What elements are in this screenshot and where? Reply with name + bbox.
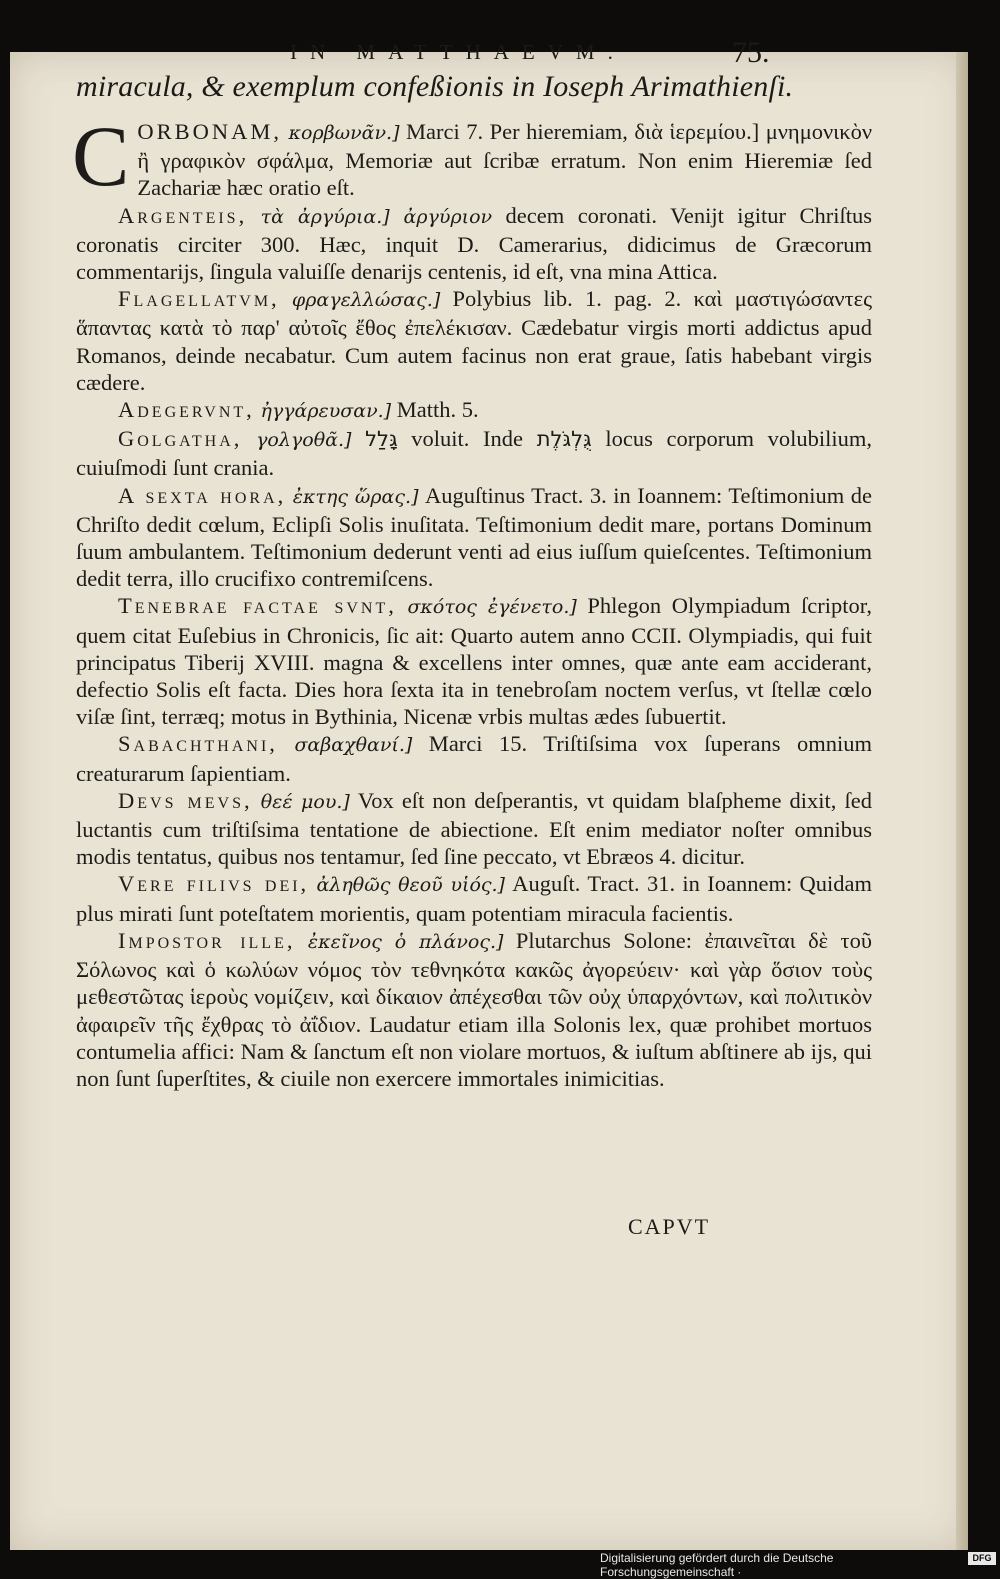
section-subheading: miracula, & exemplum confeßionis in Ioseph Arimathienſi.	[76, 70, 794, 103]
paragraph-argenteis	[76, 202, 872, 286]
greek-lemma: σκότος ἐγένετο.]	[407, 596, 577, 619]
paragraph-text: Plutarchus Solone: ἐπαινεῖται δὲ τοῦ Σόλωνος καὶ ὁ κωλύων νόμος τὸν τεθνηκότα κακῶς ἀγορεύειν· καὶ γὰρ ὅσιον τοὺς μεθεστῶτας ἱεροὺς νομίζειν, καὶ δίκαιον ἀπέχεσθαι τῶν οὐχ ὑπαρχόντων, καὶ πολιτικὸν ἀφαιρεῖν τῆς ἔχθρας τὸ ἀΐδιον. Laudatur etiam illa Solonis lex, quæ prohibet mortuos contumelia affici: Nam & ſanctum eſt non violare mortuos, & iuſtum abſtinere ab ijs, qui non ſunt ſuperſtites, & ciuile non exercere immortales inimicitias.	[76, 927, 872, 1091]
paragraph-deus-meus	[76, 787, 872, 871]
paragraph-tenebrae	[76, 592, 872, 730]
greek-lemma: ἐκτης ὥρας.]	[292, 485, 419, 508]
lemma: Golgatha,	[118, 426, 243, 452]
paragraph-text: Matth. 5.	[391, 397, 479, 423]
paragraph-text: Phlegon Olympiadum ſcriptor, quem citat Euſebius in Chronicis, ſic ait: Quarto autem anno CCII. Olympiadis, qui fuit principatus Tiberij XVIII. magna & excellens inter omnes, quæ ante eam acciderant, defectio Solis eſt facta. Dies hora ſexta ita in tenebroſam noctem verſus, vt ſtellæ cœlo viſæ ſint, terræq; motus in Bythinia, Nicenæ vrbis multas ædes ſubuertit.	[76, 593, 873, 730]
lemma: Vere filivs dei,	[118, 871, 310, 897]
paragraph-text: Marci 7. Per hieremiam, διὰ ἱερεμίου.] μνημονικὸν ἢ γραφικὸν σφάλμα, Memoriæ aut ſcribæ erratum. Non enim Hieremiæ ſed Zachariæ hæc oratio eſt.	[137, 119, 872, 201]
lemma: Sabachthani,	[118, 731, 278, 757]
running-head-title: IN MATTHAEVM.	[290, 40, 626, 64]
lemma: Devs mevs,	[118, 787, 253, 813]
paragraph-corbonam	[72, 108, 872, 204]
paragraph-vere-filius-dei	[76, 870, 872, 926]
lemma: A sexta hora,	[118, 482, 287, 508]
body-text	[72, 108, 873, 1092]
greek-lemma: κορβωνᾶν.]	[288, 122, 400, 144]
page-number: 75.	[732, 36, 770, 69]
page-edge	[956, 52, 968, 1550]
greek-lemma: ἐκεῖνος ὁ πλάνος.]	[307, 930, 504, 953]
greek-lemma: ἀληθῶς θεοῦ υἱός.]	[316, 874, 505, 897]
greek-lemma: τὰ ἀργύρια.] ἀργύριον	[260, 205, 493, 228]
greek-lemma: σαβαχθανί.]	[294, 734, 413, 757]
greek-lemma: θεέ μου.]	[260, 790, 350, 813]
lemma: Argenteis,	[118, 202, 248, 228]
paragraph-golgatha	[76, 425, 872, 481]
paragraph-adegerunt	[76, 396, 872, 425]
lemma: Flagellatvm,	[118, 286, 280, 312]
digitization-footer	[600, 1550, 1000, 1579]
paragraph-sabachthani	[76, 730, 872, 786]
drop-cap: C	[72, 108, 130, 204]
catchword: CAPVT	[628, 1214, 711, 1239]
hebrew-word: גָּלַל	[365, 427, 398, 452]
lemma: Impostor ille,	[118, 927, 296, 953]
paragraph-text: voluit. Inde	[397, 426, 537, 452]
lemma: ORBONAM,	[137, 119, 283, 144]
paragraph-text: locus corporum volubilium, cuiuſmodi ſunt crania.	[76, 426, 872, 481]
running-head	[10, 32, 968, 72]
paragraph-text: decem coronati. Venijt igitur Chriſtus coronatis circiter 300. Hæc, inquit D. Camerarius, didicimus de Græcorum commentarijs, ſingula valuiſſe denarijs centenis, id eſt, vna mina Attica.	[76, 202, 873, 285]
paragraph-flagellatum	[76, 285, 872, 396]
lemma: Adegervnt,	[118, 397, 255, 423]
lemma: Tenebrae factae svnt,	[118, 593, 397, 619]
paragraph-a-sexta-hora	[76, 482, 872, 593]
paragraph-text: Vox eſt non deſperantis, vt quidam blaſpheme dixit, ſed luctantis cum triſtiſsima tentatione de abiectione. Eſt enim mediator noſter omnibus modis tentatus, quibus nos tentamur, ſed ſine peccato, vt Ebræos 4. dicitur.	[76, 787, 872, 870]
greek-lemma: ἠγγάρευσαν.]	[260, 400, 392, 423]
dfg-logo-icon: DFG	[968, 1552, 996, 1565]
paragraph-text: Polybius lib. 1. pag. 2. καὶ μαστιγώσαντες ἅπαντας κατὰ τὸ παρ' αὐτοῖς ἔθος ἐπελέκισαν. Cædebatur virgis morti addictus apud Romanos, deinde necabatur. Cum autem facinus non erat graue, ſatis habebant virgis cædere.	[76, 286, 873, 395]
hebrew-word: גֻּלְגֹּלֶת	[536, 427, 592, 452]
paragraph-text: Auguſtinus Tract. 3. in Ioannem: Teſtimonium de Chriſto dedit cœlum, Eclipſi Solis inuſitata. Teſtimonium dedit mare, portans Dominum ſuum ambulantem. Teſtimonium dederunt venti ad eius iuſſum quieſcentes. Teſtimonium dedit terra, illo crucifixo contremiſcens.	[76, 482, 873, 592]
greek-lemma: γολγοθᾶ.]	[256, 429, 352, 452]
paragraph-text: Marci 15. Triſtiſsima vox ſuperans omnium creaturarum ſapientiam.	[76, 731, 872, 786]
footer-credit: Digitalisierung gefördert durch die Deutsche Forschungsgemeinschaft ·	[600, 1551, 834, 1579]
paragraph-impostor-ille	[76, 927, 872, 1092]
greek-lemma: φραγελλώσας.]	[291, 289, 441, 312]
paragraph-text: Auguſt. Tract. 31. in Ioannem: Quidam plus mirati ſunt poteſtatem morientis, quam potentiam miracula facientis.	[76, 871, 873, 926]
